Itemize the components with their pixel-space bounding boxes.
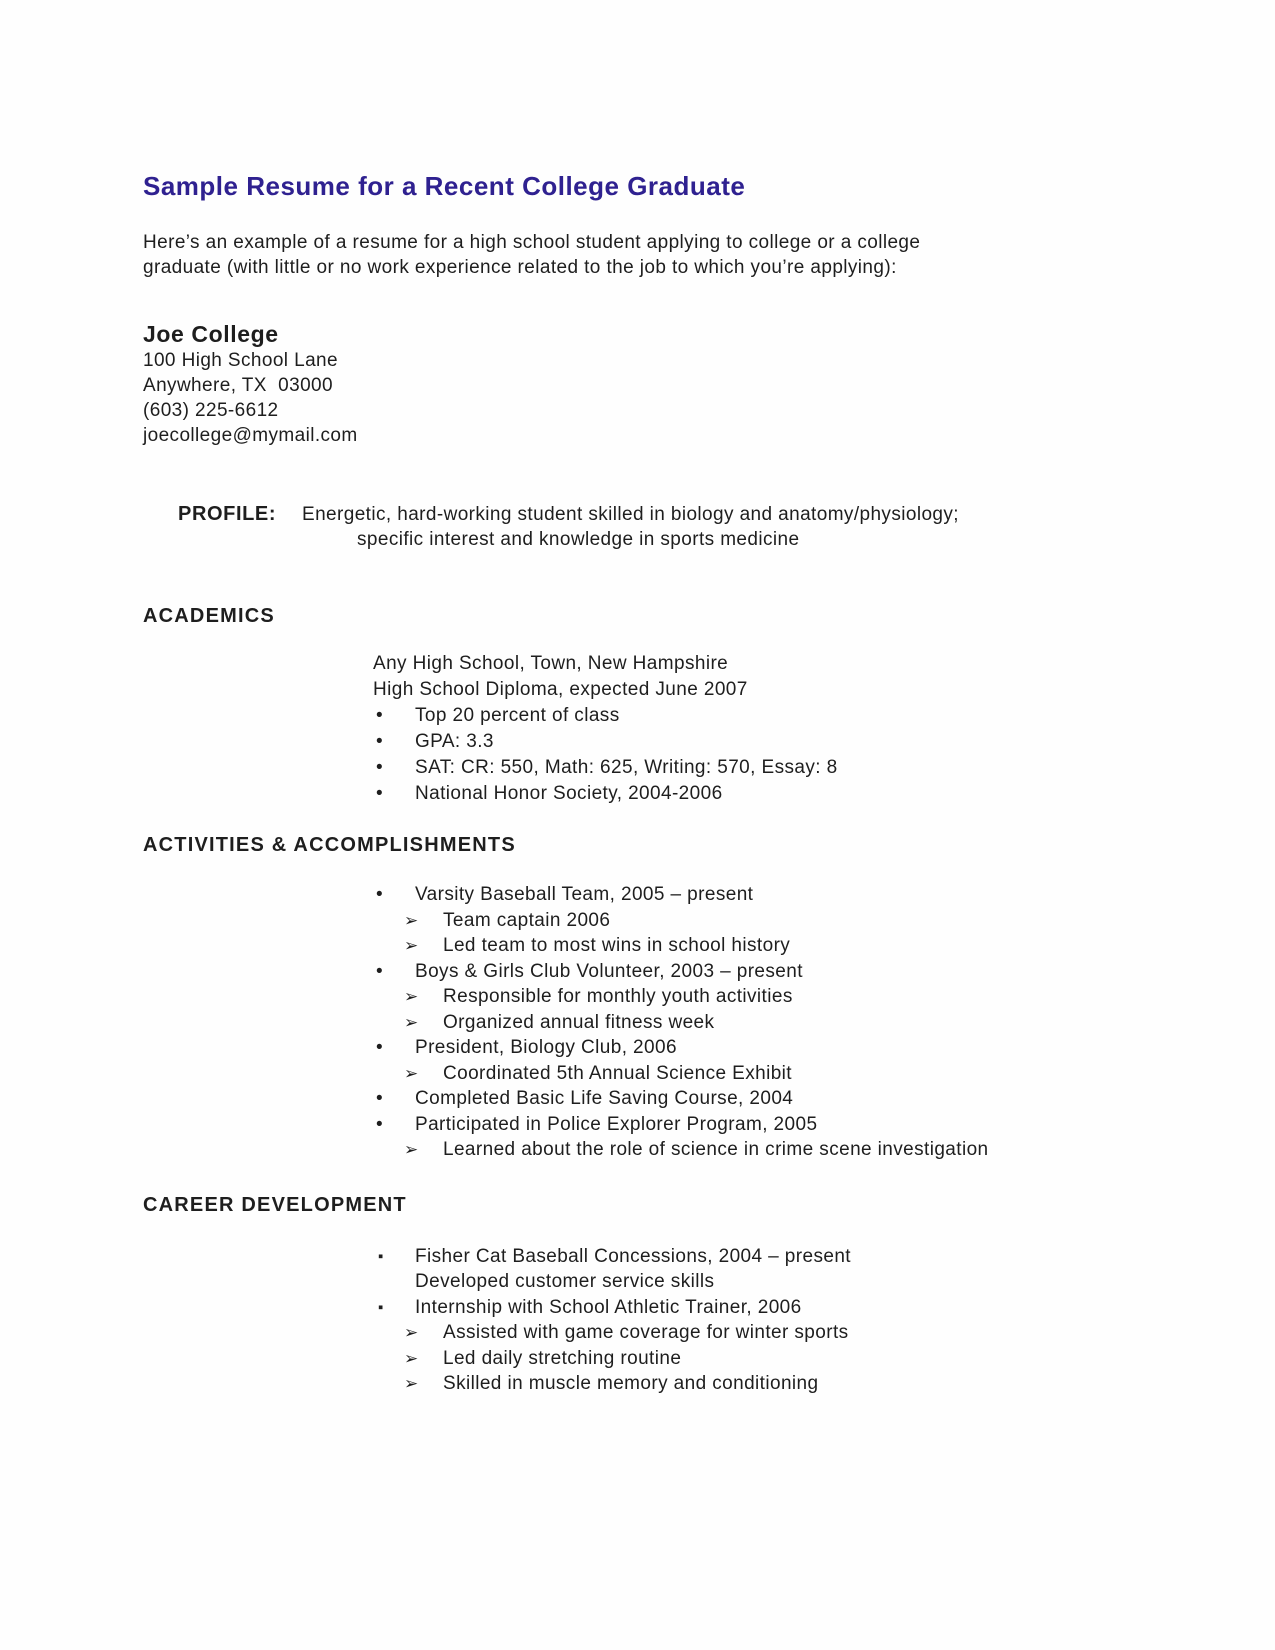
arrow-bullet-icon: ➢ [404,1348,419,1368]
profile-text-line2: specific interest and knowledge in sports medicine [357,529,800,550]
profile-section [143,502,1135,552]
list-item: • Completed Basic Life Saving Course, 2004 [373,1086,1135,1112]
square-bullet-icon: ▪ [378,1247,384,1265]
list-item: • GPA: 3.3 [373,729,1135,755]
bullet-icon: • [376,731,384,752]
bullet-icon: • [376,1088,384,1109]
list-item: • President, Biology Club, 2006 [373,1035,1135,1061]
sub-list-item: ➢ Skilled in muscle memory and conditioning [373,1371,1135,1397]
sub-list-item: ➢ Organized annual fitness week [373,1010,1135,1036]
contact-email: joecollege@mymail.com [143,425,358,446]
sub-list-item: ➢ Led team to most wins in school history [373,933,1135,959]
page-title: Sample Resume for a Recent College Graduate [143,171,746,201]
list-item: • SAT: CR: 550, Math: 625, Writing: 570, Essay: 8 [373,755,1135,781]
list-item: ▪ Internship with School Athletic Trainer, 2006 [373,1295,1135,1321]
contact-address-line2: Anywhere, TX 03000 [143,375,333,396]
contact-phone: (603) 225-6612 [143,400,279,421]
activities-list [373,882,1135,1163]
section-heading-activities: ACTIVITIES & ACCOMPLISHMENTS [143,834,516,856]
intro-line-2: graduate (with little or no work experience related to the job to which you’re applying): [143,257,897,278]
sub-list-item: ➢ Coordinated 5th Annual Science Exhibit [373,1061,1135,1087]
arrow-bullet-icon: ➢ [404,936,419,955]
bullet-icon: • [376,960,384,982]
arrow-bullet-icon: ➢ [404,1063,419,1083]
square-bullet-icon: ▪ [378,1298,384,1316]
arrow-bullet-icon: ➢ [404,910,419,930]
bullet-icon: • [376,1037,384,1058]
sub-list-item: ➢ Assisted with game coverage for winter sports [373,1320,1135,1346]
section-heading-career: CAREER DEVELOPMENT [143,1193,407,1216]
sub-list-item: ➢ Responsible for monthly youth activities [373,984,1135,1010]
sub-list-item: ➢ Learned about the role of science in crime scene investigation [373,1137,1135,1163]
list-item: • National Honor Society, 2004-2006 [373,781,1135,807]
arrow-bullet-icon: ➢ [404,1374,419,1393]
bullet-icon: • [376,705,384,726]
bullet-icon: • [376,757,384,778]
candidate-name: Joe College [143,321,279,347]
sub-list-item: ➢ Team captain 2006 [373,908,1135,934]
list-item: • Participated in Police Explorer Program, 2005 [373,1112,1135,1138]
profile-text-line1: Energetic, hard-working student skilled in biology and anatomy/physiology; [302,504,959,525]
bullet-icon: • [376,783,384,804]
section-heading-academics: ACADEMICS [143,605,275,627]
arrow-bullet-icon: ➢ [404,1012,419,1032]
intro-line-1: Here’s an example of a resume for a high school student applying to college or a college [143,232,921,253]
intro-paragraph [143,230,1091,280]
career-list [373,1244,1135,1397]
continuation-line: Developed customer service skills [415,1271,715,1292]
list-item: • Boys & Girls Club Volunteer, 2003 – present [373,959,1135,985]
bullet-icon: • [376,884,384,905]
profile-label: PROFILE: [178,503,277,525]
bullet-icon: • [376,1113,384,1135]
sub-list-item: ➢ Led daily stretching routine [373,1346,1135,1372]
list-item: ▪ Fisher Cat Baseball Concessions, 2004 – present [373,1244,1135,1270]
academics-block [373,651,1135,807]
arrow-bullet-icon: ➢ [404,987,419,1006]
arrow-bullet-icon: ➢ [404,1140,419,1159]
arrow-bullet-icon: ➢ [404,1323,419,1342]
list-item: • Top 20 percent of class [373,703,1135,729]
diploma-line: High School Diploma, expected June 2007 [373,679,748,700]
list-item: • Varsity Baseball Team, 2005 – present [373,882,1135,908]
contact-address-line1: 100 High School Lane [143,350,338,371]
school-line: Any High School, Town, New Hampshire [373,653,729,674]
